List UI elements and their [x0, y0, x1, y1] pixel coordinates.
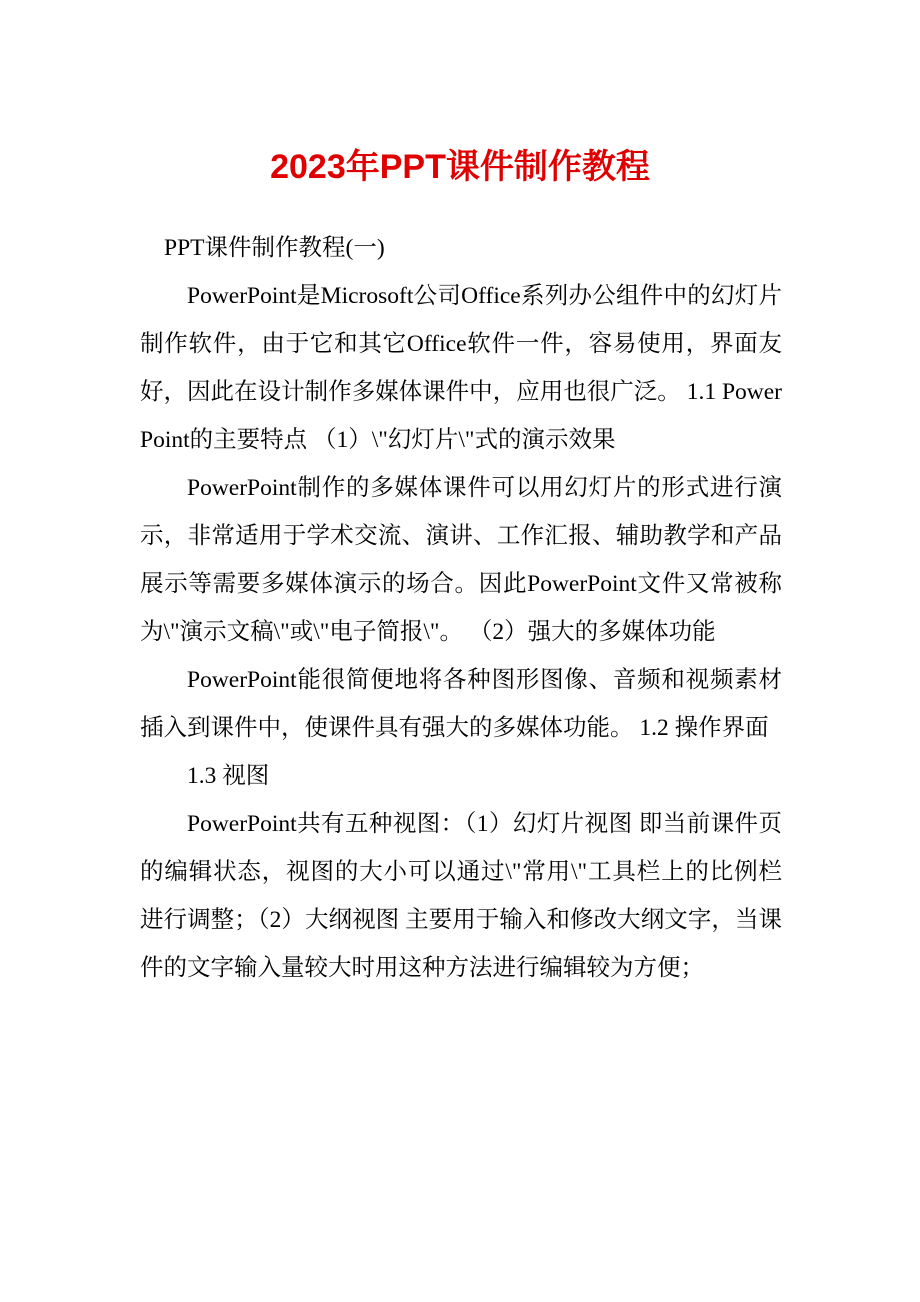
document-title: 2023年PPT课件制作教程 [270, 148, 650, 186]
paragraph-view-heading: 1.3 视图 [187, 763, 270, 789]
paragraph-slideshow: PowerPoint制作的多媒体课件可以用幻灯片的形式进行演示，非常适用于学术交流、演讲、工作汇报、辅助教学和产品展示等需要多媒体演示的场合。因此PowerPoint文件又常被称为\"演示文稿\"或\"电子简报\"。 （2）强大的多媒体功能 [140, 475, 782, 645]
section-heading: PPT课件制作教程(一) [164, 235, 385, 261]
document-body [140, 224, 782, 992]
paragraph-intro: PowerPoint是Microsoft公司Office系列办公组件中的幻灯片制作软件，由于它和其它Office软件一件，容易使用，界面友好，因此在设计制作多媒体课件中，应用也很广泛。 1.1 PowerPoint的主要特点 （1）\"幻灯片\"式的演示效果 [140, 283, 782, 453]
paragraph-multimedia: PowerPoint能很简便地将各种图形图像、音频和视频素材插入到课件中，使课件具有强大的多媒体功能。 1.2 操作界面 [140, 667, 782, 741]
paragraph-views: PowerPoint共有五种视图：（1）幻灯片视图 即当前课件页的编辑状态，视图的大小可以通过\"常用\"工具栏上的比例栏进行调整；（2）大纲视图 主要用于输入和修改大纲文字，当课件的文字输入量较大时用这种方法进行编辑较为方便； [140, 811, 782, 981]
